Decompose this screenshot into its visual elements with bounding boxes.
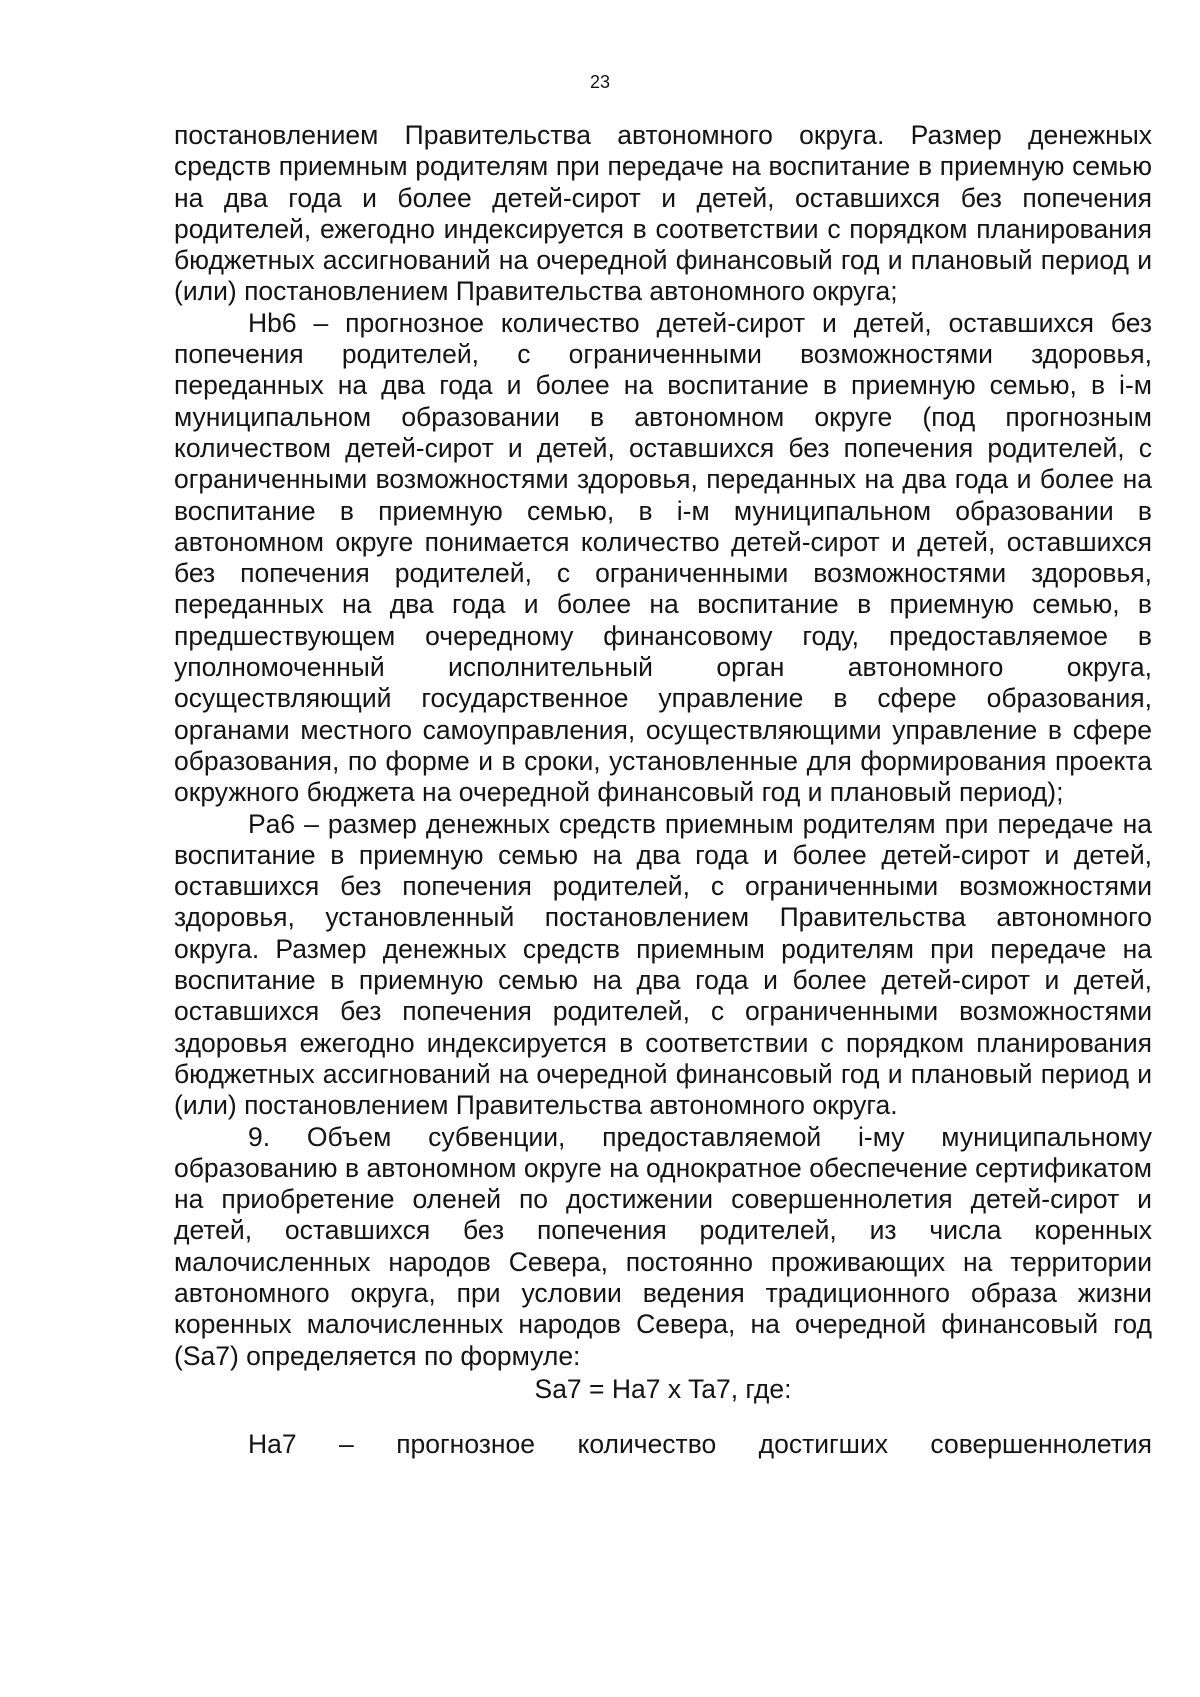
paragraph-hb6-definition: Hb6 – прогнозное количество детей-сирот и детей, оставшихся без попечения родителей, с ограниченными возможностями здоровья, переданных на два года и более на воспитание в приемную семью, в i-м муниципальном образовании в автономном округе (под прогнозным количеством детей-сирот и детей, оставшихся без попечения родителей, с ограниченными возможностями здоровья, переданных на два года и более на воспитание в приемную семью, в i-м муниципальном образовании в автономном округе понимается количество детей-сирот и детей, оставшихся без попечения родителей, с ограниченными возможностями здоровья, переданных на два года и более на воспитание в приемную семью, в предшествующем очередному финансовому году, предоставляемое в уполномоченный исполнительный орган автономного округа, осуществляющий государственное управление в сфере образования, органами местного самоуправления, осуществляющими управление в сфере образования, по форме и в сроки, установленные для формирования проекта окружного бюджета на очередной финансовый год и плановый период); [174, 307, 1152, 808]
paragraph-continuation: постановлением Правительства автономного округа. Размер денежных средств приемным родителям при передаче на воспитание в приемную семью на два года и более детей-сирот и детей, оставшихся без попечения родителей, ежегодно индексируется в соответствии с порядком планирования бюджетных ассигнований на очередной финансовый год и плановый период и (или) постановлением Правительства автономного округа; [174, 120, 1152, 307]
document-body [174, 120, 1152, 1460]
page-number: 23 [589, 72, 611, 92]
formula: Sa7 = Ha7 x Ta7, где: [534, 1373, 792, 1404]
paragraph-ha7-definition: Ha7 – прогнозное количество достигших совершеннолетия [248, 1429, 1152, 1460]
paragraph-pa6-definition: Pa6 – размер денежных средств приемным родителям при передаче на воспитание в приемную семью на два года и более детей-сирот и детей, оставшихся без попечения родителей, с ограниченными возможностями здоровья, установленный постановлением Правительства автономного округа. Размер денежных средств приемным родителям при передаче на воспитание в приемную семью на два года и более детей-сирот и детей, оставшихся без попечения родителей, с ограниченными возможностями здоровья ежегодно индексируется в соответствии с порядком планирования бюджетных ассигнований на очередной финансовый год и плановый период и (или) постановлением Правительства автономного округа. [174, 808, 1152, 1121]
paragraph-item-9: 9. Объем субвенции, предоставляемой i-му муниципальному образованию в автономном округе на однократное обеспечение сертификатом на приобретение оленей по достижении совершеннолетия детей-сирот и детей, оставшихся без попечения родителей, из числа коренных малочисленных народов Севера, постоянно проживающих на территории автономного округа, при условии ведения традиционного образа жизни коренных малочисленных народов Севера, на очередной финансовый год (Sa7) определяется по формуле: [174, 1121, 1152, 1371]
